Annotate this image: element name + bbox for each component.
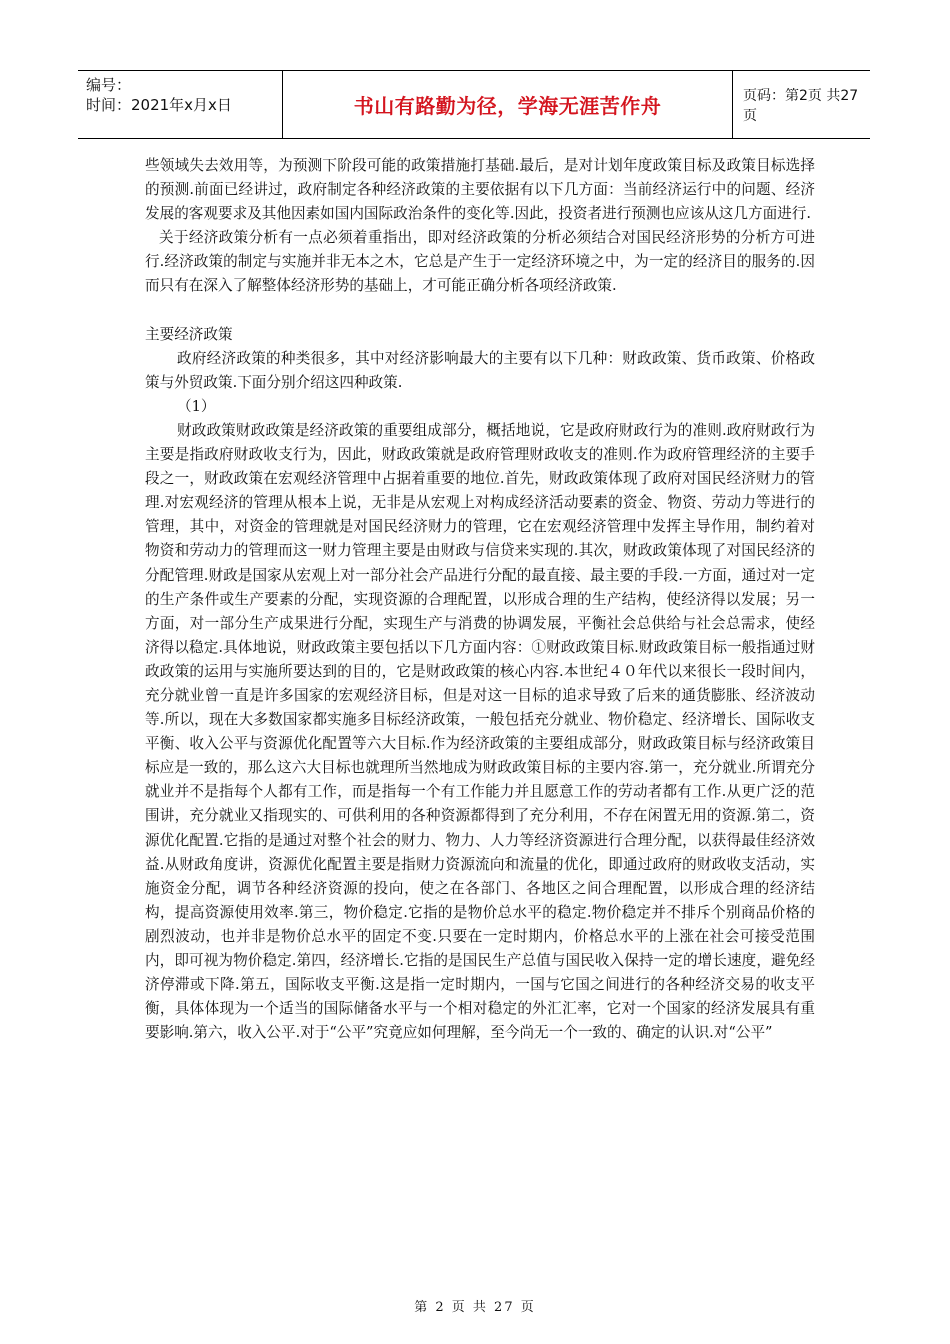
paragraph-1: 些领域失去效用等，为预测下阶段可能的政策措施打基础.最后，是对计划年度政策目标及政策目标选择的预测.前面已经讲过，政府制定各种经济政策的主要依据有以下几方面：当前经济运行中的问题、经济发展的客观要求及其他因素如国内国际政治条件的变化等.因此，投资者进行预测也应该从这几方面进行. [145,157,815,223]
document-body [145,154,815,1045]
paragraph-3: 政府经济政策的种类很多，其中对经济影响最大的主要有以下几种：财政政策、货币政策、价格政策与外贸政策.下面分别介绍这四种政策. [145,349,815,391]
section-heading: 主要经济政策 [145,325,233,343]
header-page-cell [733,71,870,138]
header-motto-cell [282,71,733,138]
page-header [78,70,870,139]
document-time-label: 时间：2021年x月x日 [86,96,232,114]
header-page-label: 页码：第2页 共27页 [743,87,859,124]
paragraph-5: 财政政策财政政策是经济政策的重要组成部分，概括地说，它是政府财政行为的准则.政府财政行为主要是指政府财政收支行为，因此，财政政策就是政府管理财政收支的准则.作为政府管理经济的主要手段之一，财政政策在宏观经济管理中占据着重要的地位.首先，财政政策体现了政府对国民经济财力的管理.对宏观经济的管理从根本上说，无非是从宏观上对构成经济活动要素的资金、物资、劳动力等进行的管理，其中，对资金的管理就是对国民经济财力的管理，它在宏观经济管理中发挥主导作用，制约着对物资和劳动力的管理而这一财力管理主要是由财政与信贷来实现的.其次，财政政策体现了对国民经济的分配管理.财政是国家从宏观上对一部分社会产品进行分配的最直接、最主要的手段.一方面，通过对一定的生产条件或生产要素的分配，实现资源的合理配置，以形成合理的生产结构，使经济得以发展；另一方面，对一部分生产成果进行分配，实现生产与消费的协调发展，平衡社会总供给与社会总需求，使经济得以稳定.具体地说，财政政策主要包括以下几方面内容：①财政政策目标.财政政策目标一般指通过财政政策的运用与实施所要达到的目的，它是财政政策的核心内容.本世纪４０年代以来很长一段时间内，充分就业曾一直是许多国家的宏观经济目标，但是对这一目标的追求导致了后来的通货膨胀、经济波动等.所以，现在大多数国家都实施多目标经济政策，一般包括充分就业、物价稳定、经济增长、国际收支平衡、收入公平与资源优化配置等六大目标.作为经济政策的主要组成部分，财政政策目标与经济政策目标应是一致的，那么这六大目标也就理所当然地成为财政政策目标的主要内容.第一，充分就业.所谓充分就业并不是指每个人都有工作，而是指每一个有工作能力并且愿意工作的劳动者都有工作.从更广泛的范围讲，充分就业又指现实的、可供利用的各种资源都得到了充分利用，不存在闲置无用的资源.第二，资源优化配置.它指的是通过对整个社会的财力、物力、人力等经济资源进行合理分配，以获得最佳经济效益.从财政角度讲，资源优化配置主要是指财力资源流向和流量的优化，即通过政府的财政收支活动，实施资金分配，调节各种经济资源的投向，使之在各部门、各地区之间合理配置，以形成合理的经济结构，提高资源使用效率.第三，物价稳定.它指的是物价总水平的稳定.物价稳定并不排斥个别商品价格的剧烈波动，也并非是物价总水平的固定不变.只要在一定时期内，价格总水平的上涨在社会可接受范围内，即可视为物价稳定.第四，经济增长.它指的是国民生产总值与国民收入保持一定的增长速度，避免经济停滞或下降.第五，国际收支平衡.这是指一定时期内，一国与它国之间进行的各种经济交易的收支平衡，具体体现为一个适当的国际储备水平与一个相对稳定的外汇汇率，它对一个国家的经济发展具有重要影响.第六，收入公平.对于“公平”究竟应如何理解，至今尚无一个一致的、确定的认识.对“公平” [145,421,815,1042]
document-number-label: 编号： [86,76,132,94]
page-footer: 第 2 页 共 27 页 [414,1300,536,1315]
header-meta [78,71,282,138]
header-motto: 书山有路勤为径，学海无涯苦作舟 [353,94,662,118]
paragraph-4: （1） [177,397,216,415]
paragraph-spacer [145,299,815,323]
paragraph-2: 关于经济政策分析有一点必须着重指出，即对经济政策的分析必须结合对国民经济形势的分析方可进行.经济政策的制定与实施并非无本之木，它总是产生于一定经济环境之中，为一定的经济目的服务的.因而只有在深入了解整体经济形势的基础上，才可能正确分析各项经济政策. [145,229,815,295]
